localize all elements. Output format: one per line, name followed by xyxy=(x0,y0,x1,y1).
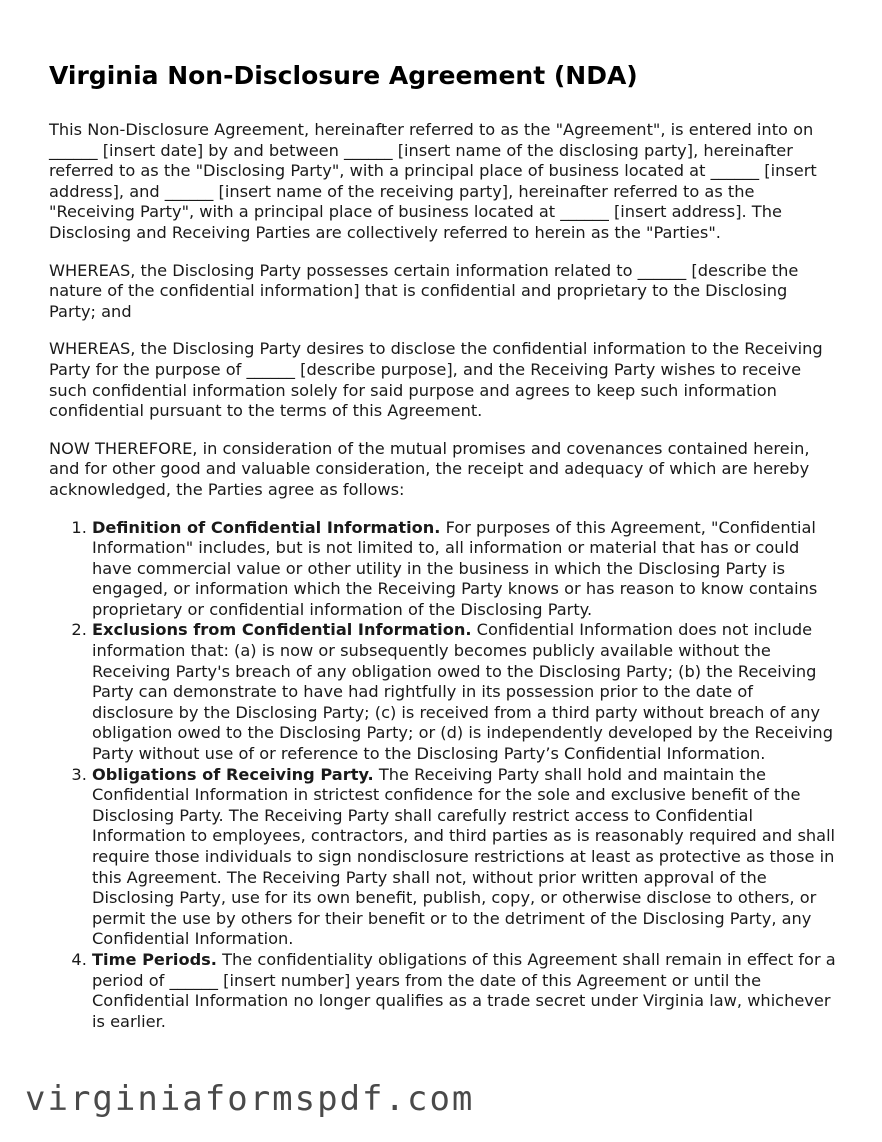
clause-body: For purposes of this Agreement, "Confidential Information" includes, but is not limited to, all information or material that has or could have commercial value or other utility in the business in which the Disclosing Party is engaged, or information which the Receiving Party knows or has reason to know contains proprietary or confidential information of the Disclosing Party. xyxy=(92,517,818,619)
clause-body: The confidentiality obligations of this Agreement shall remain in effect for a period of ______ [insert number] years from the date of this Agreement or until the Confidential Information no longer qualifies as a trade secret under Virginia law, whichever is earlier. xyxy=(92,949,836,1031)
clause-list xyxy=(49,518,839,1033)
now-therefore-paragraph: NOW THEREFORE, in consideration of the mutual promises and covenances contained herein, and for other good and valuable consideration, the receipt and adequacy of which are hereby acknowledged, the Parties agree as follows: xyxy=(49,438,810,499)
clause-item xyxy=(92,518,839,621)
clause-item xyxy=(92,620,839,764)
clause-heading: Time Periods. xyxy=(92,949,217,969)
document-title: Virginia Non-Disclosure Agreement (NDA) xyxy=(49,61,638,90)
whereas-paragraph-2: WHEREAS, the Disclosing Party desires to disclose the confidential information to the Receiving Party for the purpose of ______ [describe purpose], and the Receiving Party wishes to receive such confidential information solely for said purpose and agrees to keep such information confidential pursuant to the terms of this Agreement. xyxy=(49,339,823,421)
clause-item xyxy=(92,950,839,1032)
clause-item xyxy=(92,765,839,950)
clause-body: The Receiving Party shall hold and maintain the Confidential Information in strictest confidence for the sole and exclusive benefit of the Disclosing Party. The Receiving Party shall carefully restrict access to Confidential Information to employees, contractors, and third parties as is reasonably required and shall require those individuals to sign nondisclosure restrictions at least as protective as those in this Agreement. The Receiving Party shall not, without prior written approval of the Disclosing Party, use for its own benefit, publish, copy, or otherwise disclose to others, or permit the use by others for their benefit or to the detriment of the Disclosing Party, any Confidential Information. xyxy=(92,764,836,949)
clause-heading: Definition of Confidential Information. xyxy=(92,517,441,537)
clause-heading: Exclusions from Confidential Information. xyxy=(92,620,472,640)
clause-heading: Obligations of Receiving Party. xyxy=(92,764,374,784)
intro-paragraph: This Non-Disclosure Agreement, hereinafter referred to as the "Agreement", is entered into on ______ [insert date] by and between ______ [insert name of the disclosing party], hereinafter referred to as the "Disclosing Party", with a principal place of business located at ______ [insert address], and ______ [insert name of the receiving party], hereinafter referred to as the "Receiving Party", with a principal place of business located at ______ [insert address]. The Disclosing and Receiving Parties are collectively referred to herein as the "Parties". xyxy=(49,120,817,242)
clause-body: Confidential Information does not include information that: (a) is now or subsequently becomes publicly available without the Receiving Party's breach of any obligation owed to the Disclosing Party; (b) the Receiving Party can demonstrate to have had rightfully in its possession prior to the date of disclosure by the Disclosing Party; (c) is received from a third party without breach of any obligation owed to the Disclosing Party; or (d) is independently developed by the Receiving Party without use of or reference to the Disclosing Party’s Confidential Information. xyxy=(92,620,833,764)
watermark: virginiaformspdf.com xyxy=(25,1079,475,1119)
document-page xyxy=(49,58,839,1032)
whereas-paragraph-1: WHEREAS, the Disclosing Party possesses certain information related to ______ [describe the nature of the confidential information] that is confidential and proprietary to the Disclosing Party; and xyxy=(49,260,799,321)
